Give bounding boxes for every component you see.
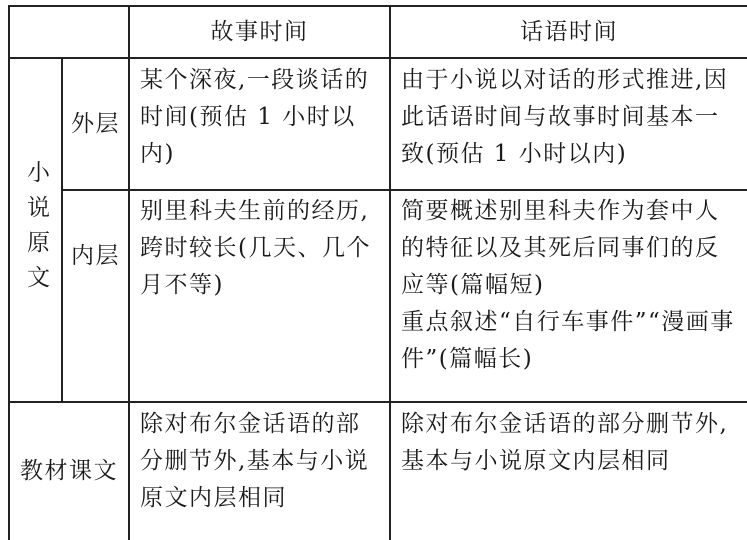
textbook-story-text: 除对布尔金话语的部分删节外,基本与小说原文内层相同 bbox=[140, 411, 370, 511]
row-label-textbook: 教材课文 bbox=[20, 458, 118, 484]
outer-story-text: 某个深夜,一段谈话的时间(预估 1 小时以内) bbox=[140, 67, 370, 167]
textbook-story-time bbox=[130, 406, 389, 540]
header-discourse-time: 话语时间 bbox=[520, 18, 618, 45]
inner-discourse-focus: 重点叙述“自行车事件”“漫画事件”(篇幅长) bbox=[401, 309, 735, 372]
row-label-inner: 内层 bbox=[71, 242, 120, 269]
outer-discourse-text: 由于小说以对话的形式推进,因此话语时间与故事时间基本一致(预估 1 小时以内) bbox=[401, 67, 729, 167]
rule-outer-bottom bbox=[61, 189, 747, 191]
textbook-discourse-time bbox=[391, 406, 747, 540]
row-label-outer: 外层 bbox=[71, 110, 120, 137]
outer-discourse-time bbox=[391, 62, 747, 189]
section-label-novel-text: 小说原文 bbox=[23, 160, 49, 300]
inner-story-time bbox=[130, 193, 389, 401]
outer-story-time bbox=[130, 62, 389, 189]
inner-story-text: 别里科夫生前的经历,跨时较长(几天、几个月不等) bbox=[140, 198, 371, 298]
section-label-novel bbox=[10, 59, 61, 401]
inner-discourse-summary: 简要概述别里科夫作为套中人的特征以及其死后同事们的反应等(篇幅短) bbox=[401, 198, 720, 298]
textbook-discourse-text: 除对布尔金话语的部分删节外,基本与小说原文内层相同 bbox=[401, 411, 729, 474]
inner-discourse-time bbox=[391, 193, 747, 401]
header-story-time: 故事时间 bbox=[210, 18, 309, 45]
